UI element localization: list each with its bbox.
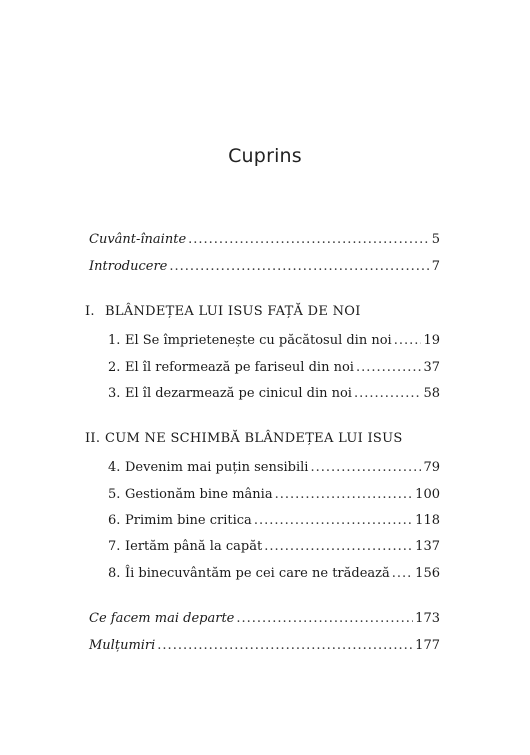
chapter-number: 7. <box>108 539 121 554</box>
toc-entry-acknowledgements <box>89 638 440 654</box>
leader-dots <box>188 232 430 248</box>
leader-dots <box>169 259 429 275</box>
toc-chapter-3 <box>108 386 440 402</box>
chapter-title: El îl reformează pe fariseul din noi <box>125 360 354 375</box>
part-title: CUM NE SCHIMBĂ BLÂNDEȚEA LUI ISUS <box>105 431 403 446</box>
toc-entry-page: 100 <box>415 487 440 502</box>
toc-entry-page: 156 <box>415 566 440 581</box>
toc-chapter-4 <box>108 460 440 476</box>
toc-chapter-2 <box>108 360 440 376</box>
leader-dots <box>394 333 422 349</box>
leader-dots <box>310 460 421 476</box>
leader-dots <box>157 638 413 654</box>
toc-entry-page: 137 <box>415 539 440 554</box>
toc-entry-label <box>108 513 252 529</box>
toc-entry-label: Mulțumiri <box>89 638 156 653</box>
toc-entry-page: 37 <box>423 360 440 375</box>
chapter-number: 3. <box>108 386 121 401</box>
chapter-title: Iertăm până la capăt <box>125 539 263 554</box>
leader-dots <box>392 566 413 582</box>
chapter-title: Devenim mai puțin sensibili <box>125 460 309 475</box>
toc-entry-foreword <box>89 232 440 248</box>
chapter-title: Îi binecuvântăm pe cei care ne trădează <box>125 566 390 581</box>
toc-chapter-8 <box>108 566 440 582</box>
chapter-number: 2. <box>108 360 121 375</box>
chapter-number: 6. <box>108 513 121 528</box>
toc-entry-label <box>108 487 273 503</box>
toc-entry-label: Ce facem mai departe <box>89 611 235 626</box>
chapter-number: 4. <box>108 460 121 475</box>
page-title: Cuprins <box>228 145 302 167</box>
toc-entry-label: Introducere <box>89 259 168 274</box>
leader-dots <box>354 386 421 402</box>
chapter-title: El Se împrietenește cu păcătosul din noi <box>125 333 392 348</box>
toc-entry-page: 19 <box>423 333 440 348</box>
part-heading-1 <box>85 304 361 320</box>
chapter-number: 1. <box>108 333 121 348</box>
chapter-number: 8. <box>108 566 121 581</box>
part-numeral: I. <box>85 304 95 319</box>
toc-entry-page: 5 <box>431 232 440 247</box>
toc-entry-page: 118 <box>415 513 440 528</box>
toc-entry-label <box>108 333 392 349</box>
chapter-title: Primim bine critica <box>125 513 252 528</box>
toc-entry-label <box>108 539 262 555</box>
toc-entry-next-steps <box>89 611 440 627</box>
part-heading-2 <box>85 431 403 447</box>
leader-dots <box>264 539 413 555</box>
toc-chapter-6 <box>108 513 440 529</box>
toc-entry-page: 7 <box>431 259 440 274</box>
toc-entry-introduction <box>89 259 440 275</box>
toc-chapter-1 <box>108 333 440 349</box>
toc-chapter-7 <box>108 539 440 555</box>
leader-dots <box>275 487 414 503</box>
toc-entry-page: 58 <box>423 386 440 401</box>
toc-entry-page: 173 <box>415 611 440 626</box>
toc-entry-label <box>108 460 308 476</box>
toc-chapter-5 <box>108 487 440 503</box>
toc-entry-label: Cuvânt-înainte <box>89 232 187 247</box>
chapter-title: Gestionăm bine mânia <box>125 487 273 502</box>
toc-entry-label <box>108 386 352 402</box>
leader-dots <box>236 611 413 627</box>
part-title: BLÂNDEȚEA LUI ISUS FAȚĂ DE NOI <box>105 304 361 319</box>
chapter-title: El îl dezarmează pe cinicul din noi <box>125 386 352 401</box>
toc-entry-page: 79 <box>423 460 440 475</box>
part-numeral: II. <box>85 431 101 446</box>
leader-dots <box>254 513 413 529</box>
toc-entry-label <box>108 360 354 376</box>
toc-entry-page: 177 <box>415 638 440 653</box>
toc-entry-label <box>108 566 390 582</box>
chapter-number: 5. <box>108 487 121 502</box>
leader-dots <box>356 360 422 376</box>
